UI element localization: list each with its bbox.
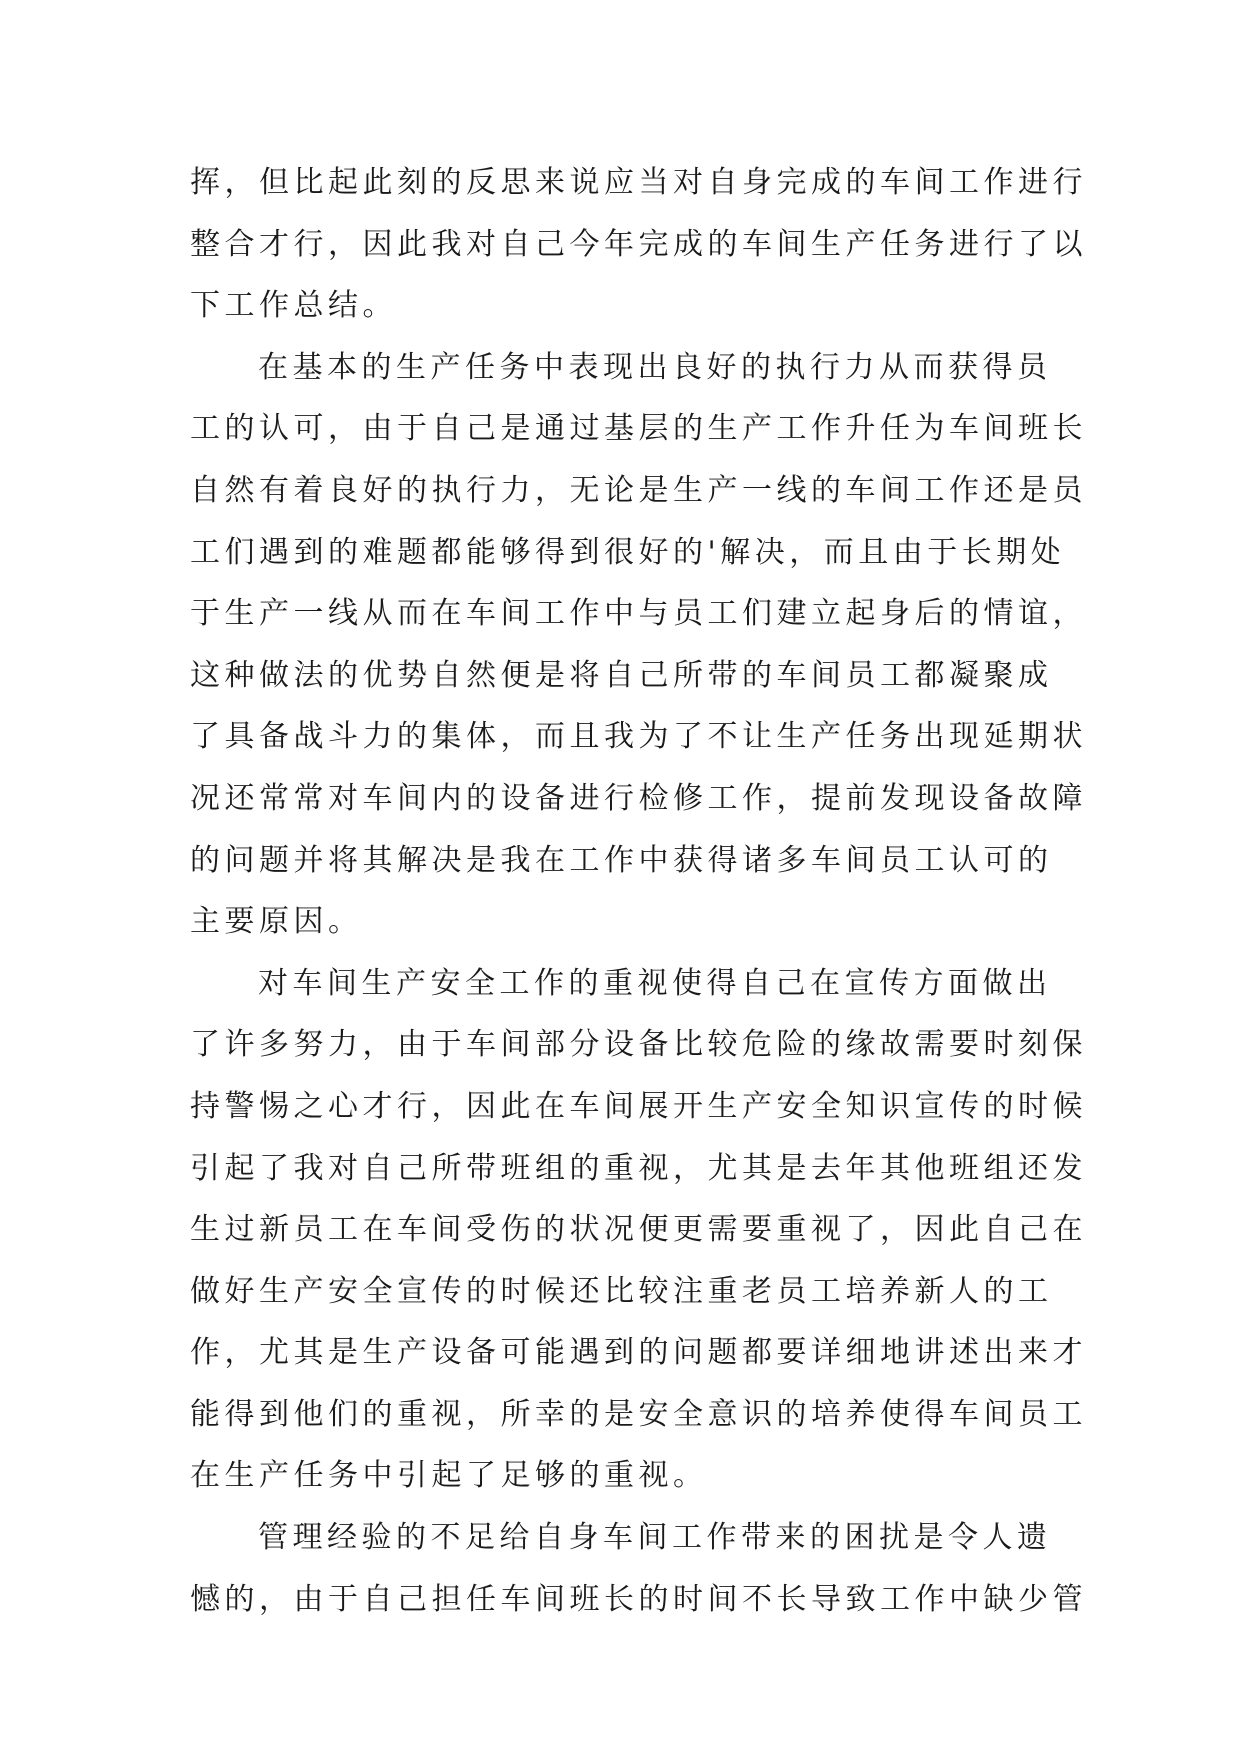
text-line: 能得到他们的重视，所幸的是安全意识的培养使得车间员工: [190, 1396, 1087, 1432]
paragraph-first-line: 管理经验的不足给自身车间工作带来的困扰是令人遗: [258, 1520, 1052, 1556]
text-line: 做好生产安全宣传的时候还比较注重老员工培养新人的工: [190, 1273, 1053, 1309]
body-text: [190, 152, 1087, 1630]
paragraph-first-line: 在基本的生产任务中表现出良好的执行力从而获得员: [258, 349, 1052, 385]
text-line: 下工作总结。: [190, 288, 397, 324]
text-line: 自然有着良好的执行力，无论是生产一线的车间工作还是员: [190, 472, 1087, 508]
text-line: 在生产任务中引起了足够的重视。: [190, 1458, 708, 1494]
text-line: 持警惕之心才行，因此在车间展开生产安全知识宣传的时候: [190, 1088, 1087, 1124]
text-line: 了许多努力，由于车间部分设备比较危险的缘故需要时刻保: [190, 1027, 1087, 1063]
text-line: 整合才行，因此我对自己今年完成的车间生产任务进行了以: [190, 226, 1087, 262]
text-line: 生过新员工在车间受伤的状况便更需要重视了，因此自己在: [190, 1212, 1087, 1248]
paragraph-first-line: 对车间生产安全工作的重视使得自己在宣传方面做出: [258, 965, 1052, 1001]
text-line: 了具备战斗力的集体，而且我为了不让生产任务出现延期状: [190, 719, 1087, 755]
text-line: 引起了我对自己所带班组的重视，尤其是去年其他班组还发: [190, 1150, 1087, 1186]
text-line: 工们遇到的难题都能够得到很好的'解决，而且由于长期处: [190, 534, 1066, 570]
text-line: 况还常常对车间内的设备进行检修工作，提前发现设备故障: [190, 780, 1087, 816]
text-line: 挥，但比起此刻的反思来说应当对自身完成的车间工作进行: [190, 165, 1087, 200]
text-line: 的问题并将其解决是我在工作中获得诸多车间员工认可的: [190, 842, 1053, 878]
text-line: 主要原因。: [190, 904, 363, 940]
text-line: 工的认可，由于自己是通过基层的生产工作升任为车间班长: [190, 411, 1087, 447]
text-line: 憾的，由于自己担任车间班长的时间不长导致工作中缺少管: [190, 1581, 1087, 1617]
text-line: 这种做法的优势自然便是将自己所带的车间员工都凝聚成: [190, 657, 1053, 693]
text-line: 作，尤其是生产设备可能遇到的问题都要详细地讲述出来才: [190, 1335, 1087, 1371]
text-line: 于生产一线从而在车间工作中与员工们建立起身后的情谊，: [190, 596, 1087, 632]
